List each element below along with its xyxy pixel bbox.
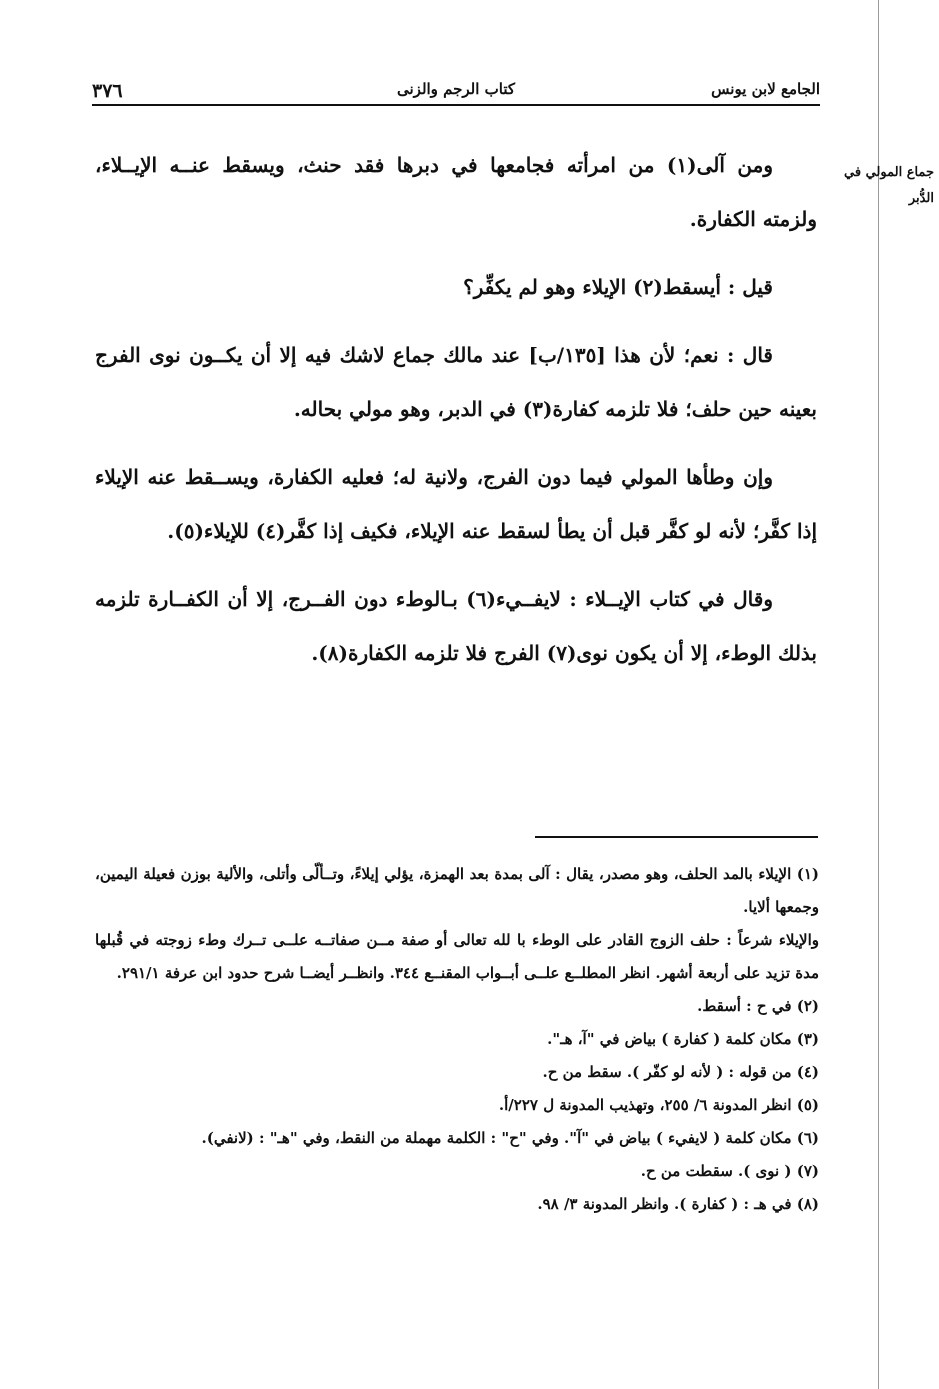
paragraph-4-text: وإن وطأها المولي فيما دون الفرج، ولانية له؛ فعليه الكفارة، ويســقط عنه الإيلاء إذا كفَّر؛ لأنه لو كفَّر قبل أن يطأ لسقط عنه الإيلاء، فكيف إذا كفَّر(٤) للإيلاء(٥). [95,465,817,543]
margin-note-line-1: جماع المولي في [844,165,934,180]
footnote-4: (٤) من قوله : ( لأنه لو كفّر ). سقط من ح. [542,1063,819,1081]
footnote-1b: والإيلاء شرعاً : حلف الزوج القادر على الوطء با لله تعالى أو صفة مــن صفاتــه علــى تــرك وطء زوجته في قُبلها مدة تزيد على أربعة أشهر. انظر المطلــع علــى أبــواب المقنــع ٣٤٤. وانظــر أيضــا شرح حدود ابن عرفة ٢٩١/١. [95,931,819,982]
paragraph-3 [95,328,817,436]
footnote-6: (٦) مكان كلمة ( لايفيء ) بياض في "آ". وفي "ح" : الكلمة مهملة من النقط، وفي "هـ" : (لانفي). [201,1129,819,1147]
footnote-3: (٣) مكان كلمة ( كفارة ) بياض في "آ، هـ". [547,1030,819,1048]
margin-note [842,160,934,212]
header-book-title: الجامع لابن يونس [711,80,820,98]
paragraph-1 [95,138,817,246]
footnote-separator [535,836,818,838]
footnote-8: (٨) في هـ : ( كفارة ). وانظر المدونة ٣/ ٩٨. [537,1195,819,1213]
main-text [95,138,817,694]
paragraph-1-text: ومن آلى(١) من امرأته فجامعها في دبرها فقد حنث، ويسقط عنــه الإيــلاء، ولزمته الكفارة. [95,153,817,231]
header-rule [92,104,820,106]
page-number: ٣٧٦ [92,80,123,102]
paragraph-2-text: قيل : أيسقط(٢) الإيلاء وهو لم يكفِّر؟ [463,275,773,299]
paragraph-4 [95,450,817,558]
margin-note-line-2: الدُّبر [908,191,934,206]
paragraph-5 [95,572,817,680]
running-header [92,80,820,106]
footnote-7: (٧) ( نوى ). سقطت من ح. [640,1162,819,1180]
footnote-2: (٢) في ح : أسقط. [697,997,819,1015]
footnote-1a: (١) الإيلاء بالمد الحلف، وهو مصدر، يقال : آلى بمدة بعد الهمزة، يؤلي إيلاءً، وتــألّى وأتلى، والألية بوزن فعيلة اليمين، وجمعها ألايا. [95,865,819,916]
paragraph-2 [95,260,817,314]
footnote-5: (٥) انظر المدونة ٦/ ٢٥٥، وتهذيب المدونة ل ٢٢٧/أ. [498,1096,819,1114]
paragraph-3-text: قال : نعم؛ لأن هذا [١٣٥/ب] عند مالك جماع لاشك فيه إلا أن يكــون نوى الفرج بعينه حين حلف؛ فلا تلزمه كفارة(٣) في الدبر، وهو مولي بحاله. [95,343,817,421]
footnotes [95,858,819,1221]
paragraph-5-text: وقال في كتاب الإيــلاء : لايفــيء(٦) بـالوطء دون الفــرج، إلا أن الكفــارة تلزمه بذلك الوطء، إلا أن يكون نوى(٧) الفرج فلا تلزمه الكفارة(٨). [95,587,817,665]
header-chapter-title: كتاب الرجم والزنى [396,80,516,98]
